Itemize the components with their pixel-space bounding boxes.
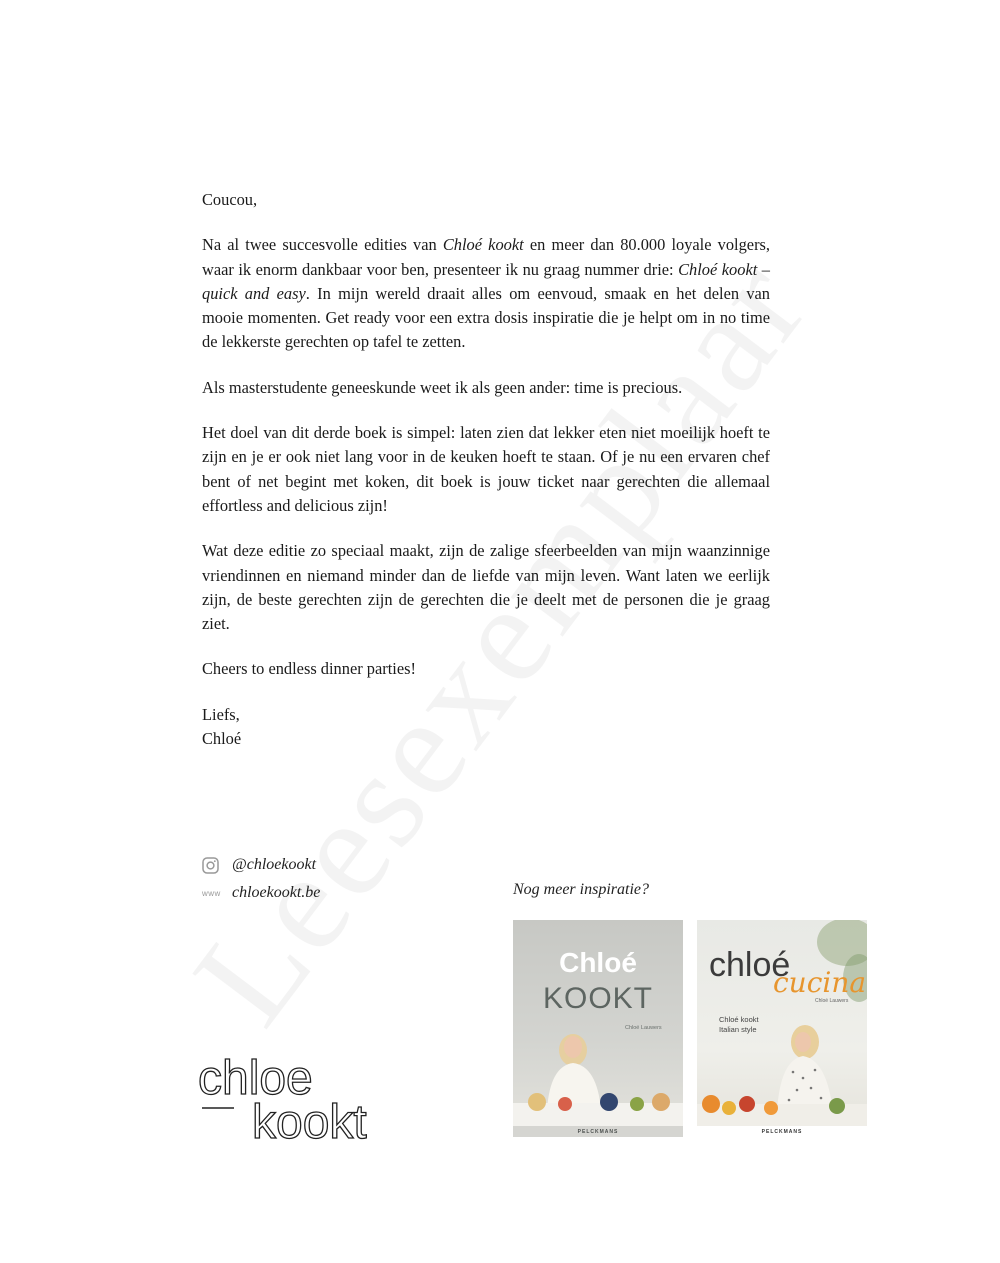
logo-line-1: chloe — [198, 1052, 313, 1105]
book-title-3: Chloé kookt – quick and easy — [202, 259, 770, 303]
book1-title-top: Chloé — [559, 947, 637, 978]
book2-food-2 — [722, 1101, 736, 1115]
paragraph-special: Wat deze editie zo speciaal maakt, zijn de zalige sfeerbeelden van mijn waanzinnige vriendinnen en niemand minder dan de liefde van mijn leven. Want laten we eerlijk zijn, de beste gerechten zijn de gerechten die je deelt met de personen die je graag ziet. — [202, 541, 770, 634]
globe-icon — [202, 889, 224, 898]
book1-author: Chloé Lauwers — [625, 1025, 662, 1031]
book-cover-2-art — [697, 920, 867, 1137]
closing: Liefs, — [202, 704, 240, 724]
instagram-handle: @chloekookt — [232, 856, 317, 873]
social-links — [202, 853, 320, 909]
book1-food-3 — [600, 1093, 618, 1111]
paragraph-time: Als masterstudente geneeskunde weet ik als geen ander: time is precious. — [202, 377, 683, 397]
book2-title-top: chloé — [709, 946, 791, 984]
book2-title-script: cucina — [773, 966, 867, 999]
book2-publisher: PELCKMANS — [761, 1129, 803, 1135]
book1-person-face — [564, 1036, 582, 1058]
signature: Chloé — [202, 729, 242, 749]
paragraph-goal: Het doel van dit derde boek is simpel: laten zien dat lekker eten niet moeilijk hoeft te zijn en je er ook niet lang voor in de keuken hoeft te staan. Of je nu een ervaren chef bent of net begint met koken, dit boek is jouw ticket naar gerechten die allemaal effortless and delicious zijn! — [202, 423, 770, 515]
letter-body — [202, 188, 770, 751]
book1-publisher: PELCKMANS — [577, 1129, 619, 1135]
book1-food-4 — [630, 1097, 644, 1111]
logo-line-2: kookt — [252, 1096, 367, 1147]
sign-off — [202, 703, 770, 752]
book2-food-3 — [739, 1096, 755, 1112]
website-url: chloekookt.be — [232, 884, 321, 901]
intro-text-3: . In mijn wereld draait alles om eenvoud, smaak en het delen van mooie momenten. Get ready voor een extra dosis inspiratie die je helpt om in no time de lekkerste gerechten op tafel te zetten. — [202, 283, 771, 352]
chloe-kookt-logo — [198, 1052, 423, 1147]
book1-food-5 — [652, 1093, 670, 1111]
book-cover-1-art — [513, 920, 683, 1137]
paragraph-cheers: Cheers to endless dinner parties! — [202, 659, 416, 679]
book2-author: Chloé Lauwers — [815, 998, 849, 1004]
book-cover-chloe-kookt[interactable] — [513, 920, 683, 1137]
book1-food-2 — [558, 1097, 572, 1111]
more-inspiration-heading: Nog meer inspiratie? — [513, 881, 649, 898]
website-link[interactable] — [202, 881, 320, 905]
intro-text-1: Na al twee succesvolle edities van — [202, 235, 443, 255]
paragraph-intro — [202, 233, 770, 354]
www-label: www — [202, 888, 221, 898]
greeting: Coucou, — [202, 190, 258, 209]
intro-text-2: en meer dan 80.000 loyale volgers, waar ik enorm dankbaar voor ben, presenteer ik nu graag nummer drie: — [202, 235, 771, 279]
instagram-link[interactable] — [202, 853, 320, 877]
book2-food-4 — [764, 1101, 778, 1115]
book-cover-chloe-cucina[interactable] — [697, 920, 867, 1137]
book2-food-1 — [702, 1095, 720, 1113]
book2-subtitle-2: Italian style — [719, 1025, 757, 1034]
book2-subtitle-1: Chloé kookt — [719, 1015, 759, 1024]
book1-person-body — [547, 1063, 601, 1110]
book2-person-face — [795, 1032, 811, 1052]
book2-person-blouse — [777, 1056, 833, 1112]
book1-food-1 — [528, 1093, 546, 1111]
book-title-1: Chloé kookt — [442, 235, 524, 255]
book1-title-bottom: KOOKT — [542, 982, 654, 1015]
instagram-icon — [202, 857, 224, 874]
book2-food-5 — [829, 1098, 845, 1114]
